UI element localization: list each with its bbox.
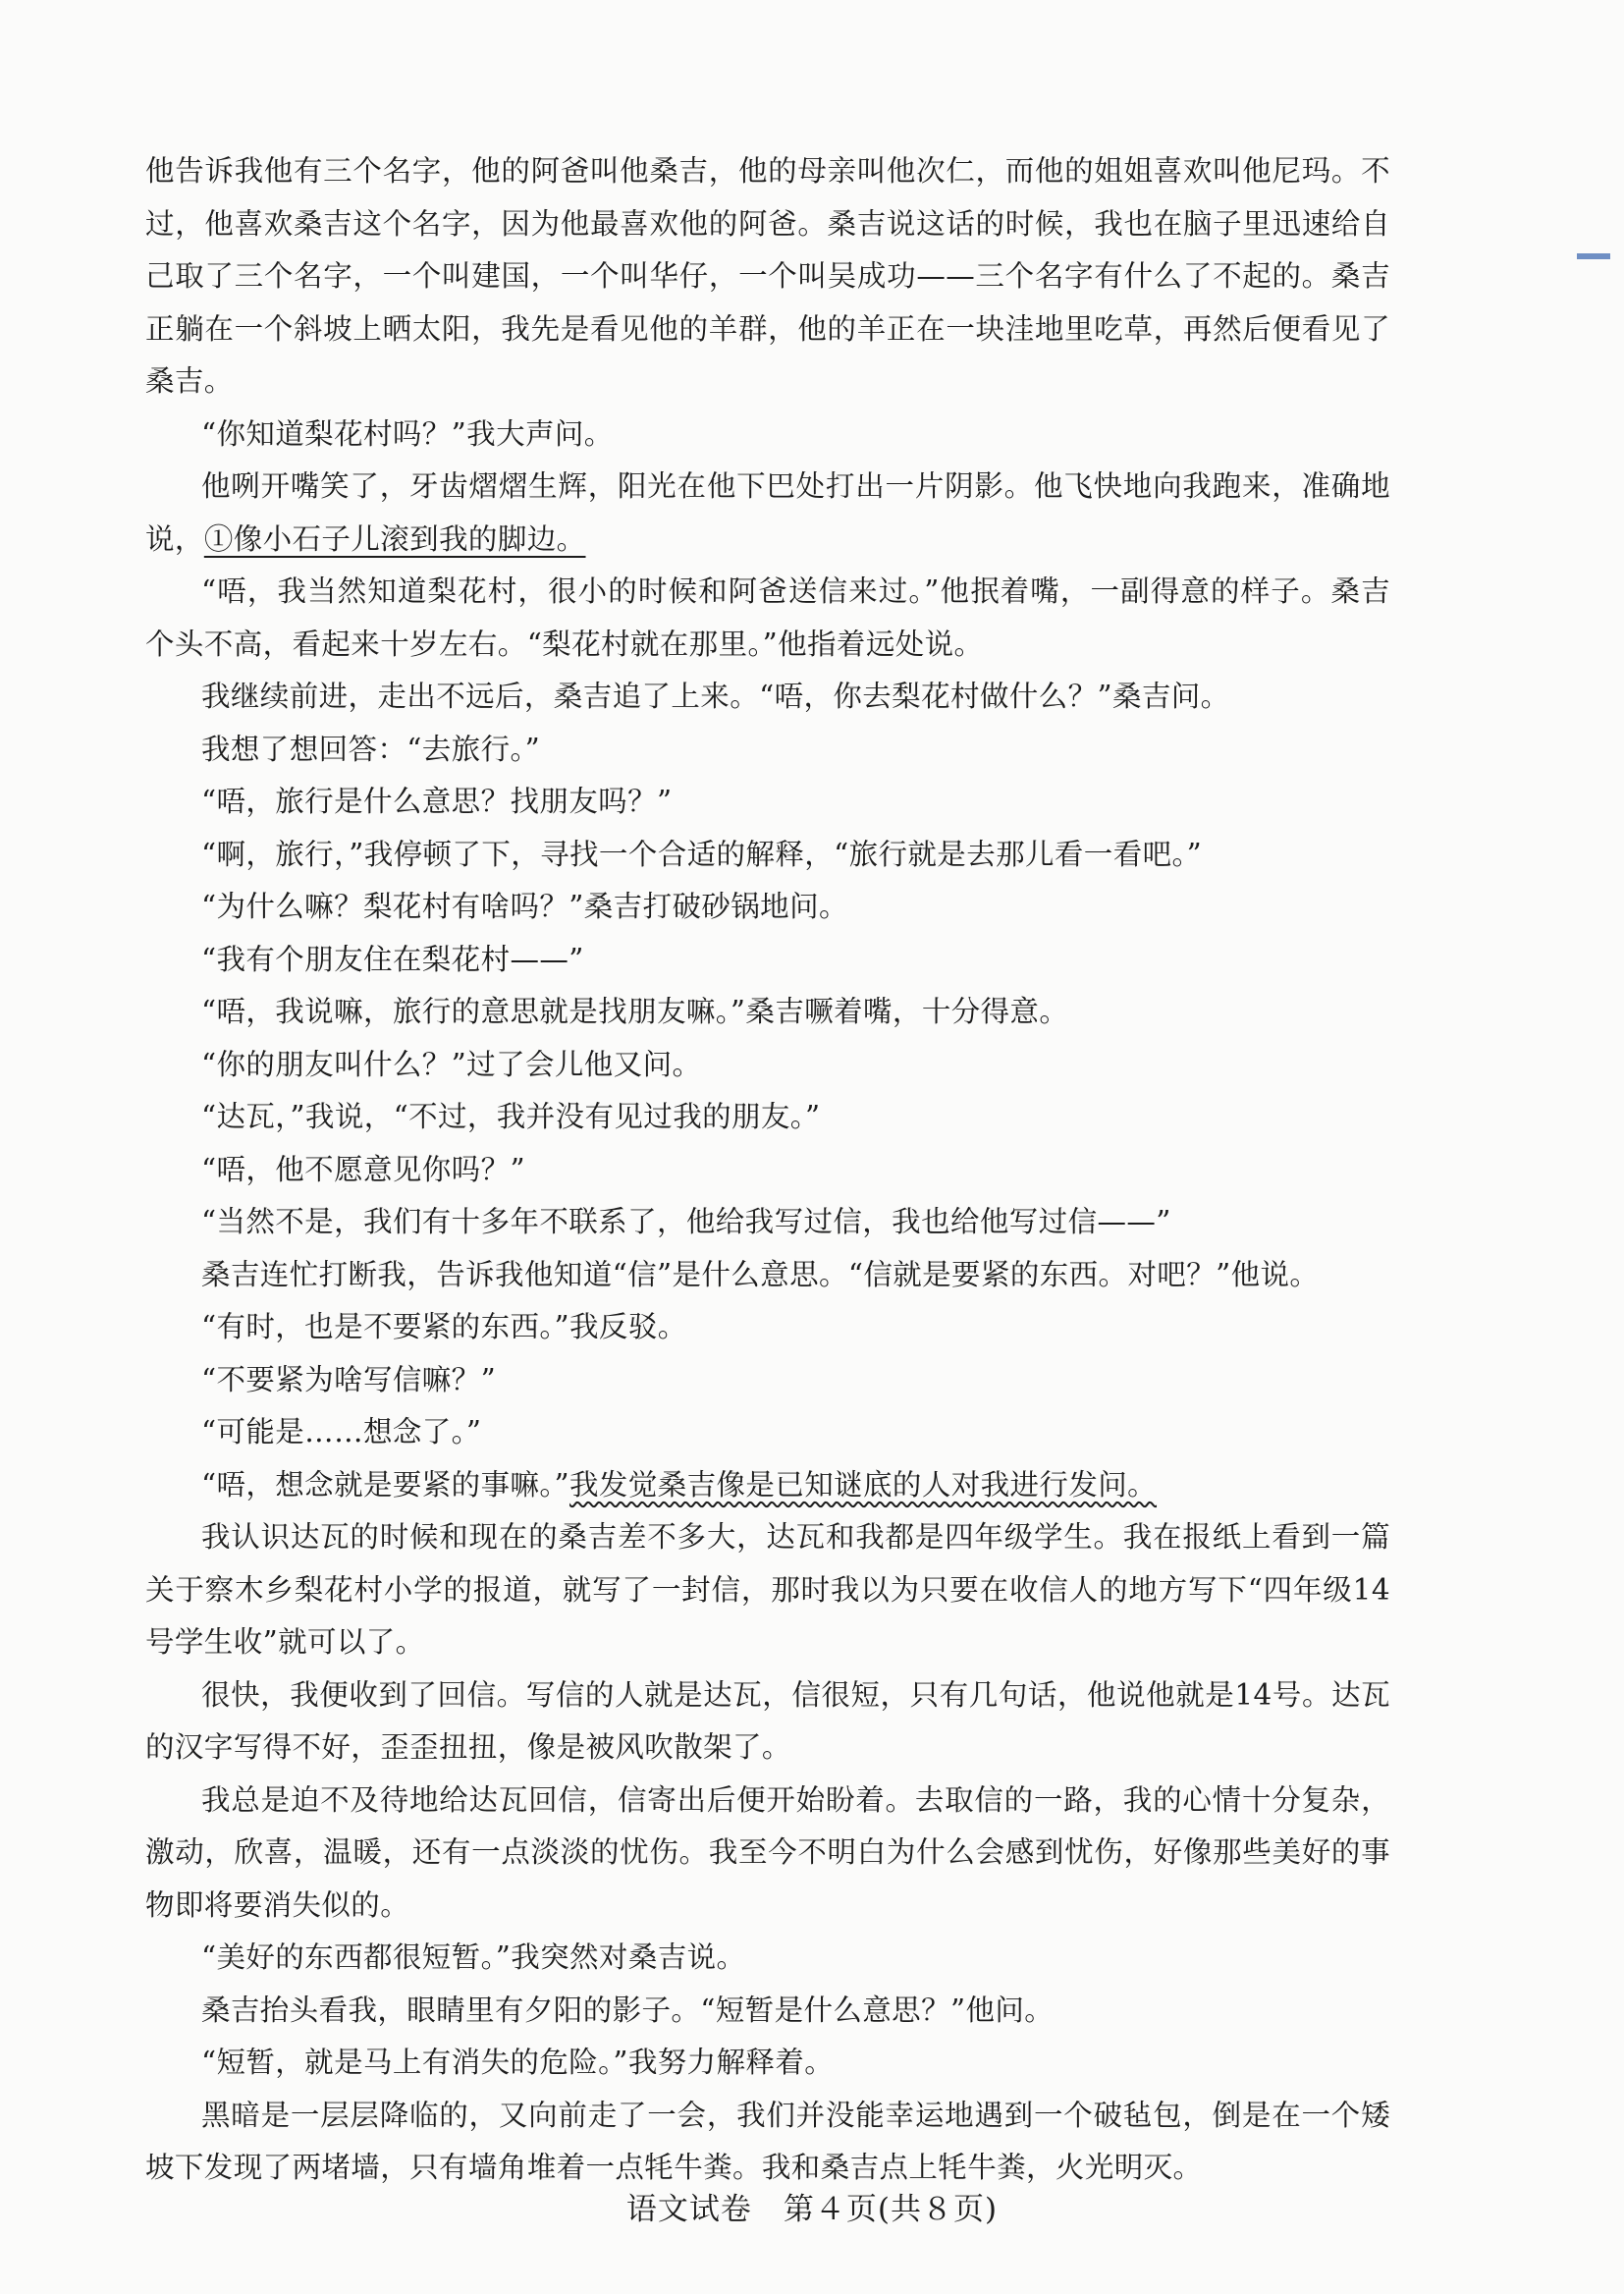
paragraph-10: “我有个朋友住在梨花村——” bbox=[201, 942, 584, 976]
paragraph-21: 我认识达瓦的时候和现在的桑吉差不多大，达瓦和我都是四年级学生。我在报纸上看到一篇关于察木乡梨花村小学的报道，就写了一封信，那时我以为只要在收信人的地方写下“四年级14号学生收”就可以了。 bbox=[145, 1520, 1390, 1659]
paragraph-1: 他告诉我他有三个名字，他的阿爸叫他桑吉，他的母亲叫他次仁，而他的姐姐喜欢叫他尼玛。不过，他喜欢桑吉这个名字，因为他最喜欢他的阿爸。桑吉说这话的时候，我也在脑子里迅速给自己取了三个名字，一个叫建国，一个叫华仔，一个叫吴成功——三个名字有什么了不起的。桑吉正躺在一个斜坡上晒太阳，我先是看见他的羊群，他的羊正在一块洼地里吃草，再然后便看见了桑吉。 bbox=[145, 154, 1390, 398]
paragraph-24: “美好的东西都很短暂。”我突然对桑吉说。 bbox=[201, 1940, 746, 1974]
reading-passage bbox=[145, 145, 1390, 2195]
paragraph-23: 我总是迫不及待地给达瓦回信，信寄出后便开始盼着。去取信的一路，我的心情十分复杂，激动，欣喜，温暖，还有一点淡淡的忧伤。我至今不明白为什么会感到忧伤，好像那些美好的事物即将要消失似的。 bbox=[145, 1782, 1390, 1922]
page-footer: 语文试卷 第４页(共８页) bbox=[625, 2192, 999, 2227]
paragraph-2: “你知道梨花村吗？”我大声问。 bbox=[201, 416, 614, 451]
paragraph-25: 桑吉抬头看我，眼睛里有夕阳的影子。“短暂是什么意思？”他问。 bbox=[201, 1993, 1055, 2027]
paragraph-6: 我想了想回答：“去旅行。” bbox=[201, 732, 541, 766]
paragraph-17: “有时，也是不要紧的东西。”我反驳。 bbox=[201, 1310, 687, 1343]
paragraph-12: “你的朋友叫什么？”过了会儿他又问。 bbox=[201, 1047, 702, 1081]
wavy-underlined-sentence: 我发觉桑吉像是已知谜底的人对我进行发问。 bbox=[569, 1467, 1158, 1502]
paragraph-16: 桑吉连忙打断我，告诉我他知道“信”是什么意思。“信就是要紧的东西。对吧？”他说。 bbox=[201, 1257, 1320, 1291]
paragraph-8: “啊，旅行，”我停顿了下，寻找一个合适的解释，“旅行就是去那儿看一看吧。” bbox=[201, 837, 1203, 871]
paragraph-14: “唔，他不愿意见你吗？” bbox=[201, 1152, 525, 1186]
paragraph-20: “唔，想念就是要紧的事嘛。”我发觉桑吉像是已知谜底的人对我进行发问。 bbox=[201, 1467, 1158, 1502]
paragraph-5: 我继续前进，走出不远后，桑吉追了上来。“唔，你去梨花村做什么？”桑吉问。 bbox=[201, 680, 1230, 713]
paragraph-22: 很快，我便收到了回信。写信的人就是达瓦，信很短，只有几句话，他说他就是14号。达瓦的汉字写得不好，歪歪扭扭，像是被风吹散架了。 bbox=[145, 1677, 1390, 1764]
paragraph-11: “唔，我说嘛，旅行的意思就是找朋友嘛。”桑吉噘着嘴，十分得意。 bbox=[201, 995, 1069, 1028]
paragraph-4: “唔，我当然知道梨花村，很小的时候和阿爸送信来过。”他抿着嘴，一副得意的样子。桑吉个头不高，看起来十岁左右。“梨花村就在那里。”他指着远处说。 bbox=[145, 574, 1390, 661]
paragraph-26: “短暂，就是马上有消失的危险。”我努力解释着。 bbox=[201, 2046, 835, 2079]
paragraph-19: “可能是……想念了。” bbox=[201, 1415, 482, 1448]
scan-edge-mark bbox=[1577, 253, 1610, 259]
paragraph-18: “不要紧为啥写信嘛？” bbox=[201, 1362, 497, 1396]
paragraph-9: “为什么嘛？梨花村有啥吗？”桑吉打破砂锅地问。 bbox=[201, 890, 848, 923]
paragraph-27: 黑暗是一层层降临的，又向前走了一会，我们并没能幸运地遇到一个破毡包，倒是在一个矮坡下发现了两堵墙，只有墙角堆着一点牦牛粪。我和桑吉点上牦牛粪，火光明灭。 bbox=[145, 2098, 1390, 2184]
paragraph-7: “唔，旅行是什么意思？找朋友吗？” bbox=[201, 785, 673, 818]
paragraph-13: “达瓦，”我说，“不过，我并没有见过我的朋友。” bbox=[201, 1100, 821, 1133]
paragraph-15: “当然不是，我们有十多年不联系了，他给我写过信，我也给他写过信——” bbox=[201, 1205, 1171, 1238]
underlined-sentence-1: ①像小石子儿滚到我的脚边。 bbox=[203, 521, 586, 556]
paragraph-3: 他咧开嘴笑了，牙齿熠熠生辉，阳光在他下巴处打出一片阴影。他飞快地向我跑来，准确地说，①像小石子儿滚到我的脚边。 bbox=[145, 469, 1390, 556]
